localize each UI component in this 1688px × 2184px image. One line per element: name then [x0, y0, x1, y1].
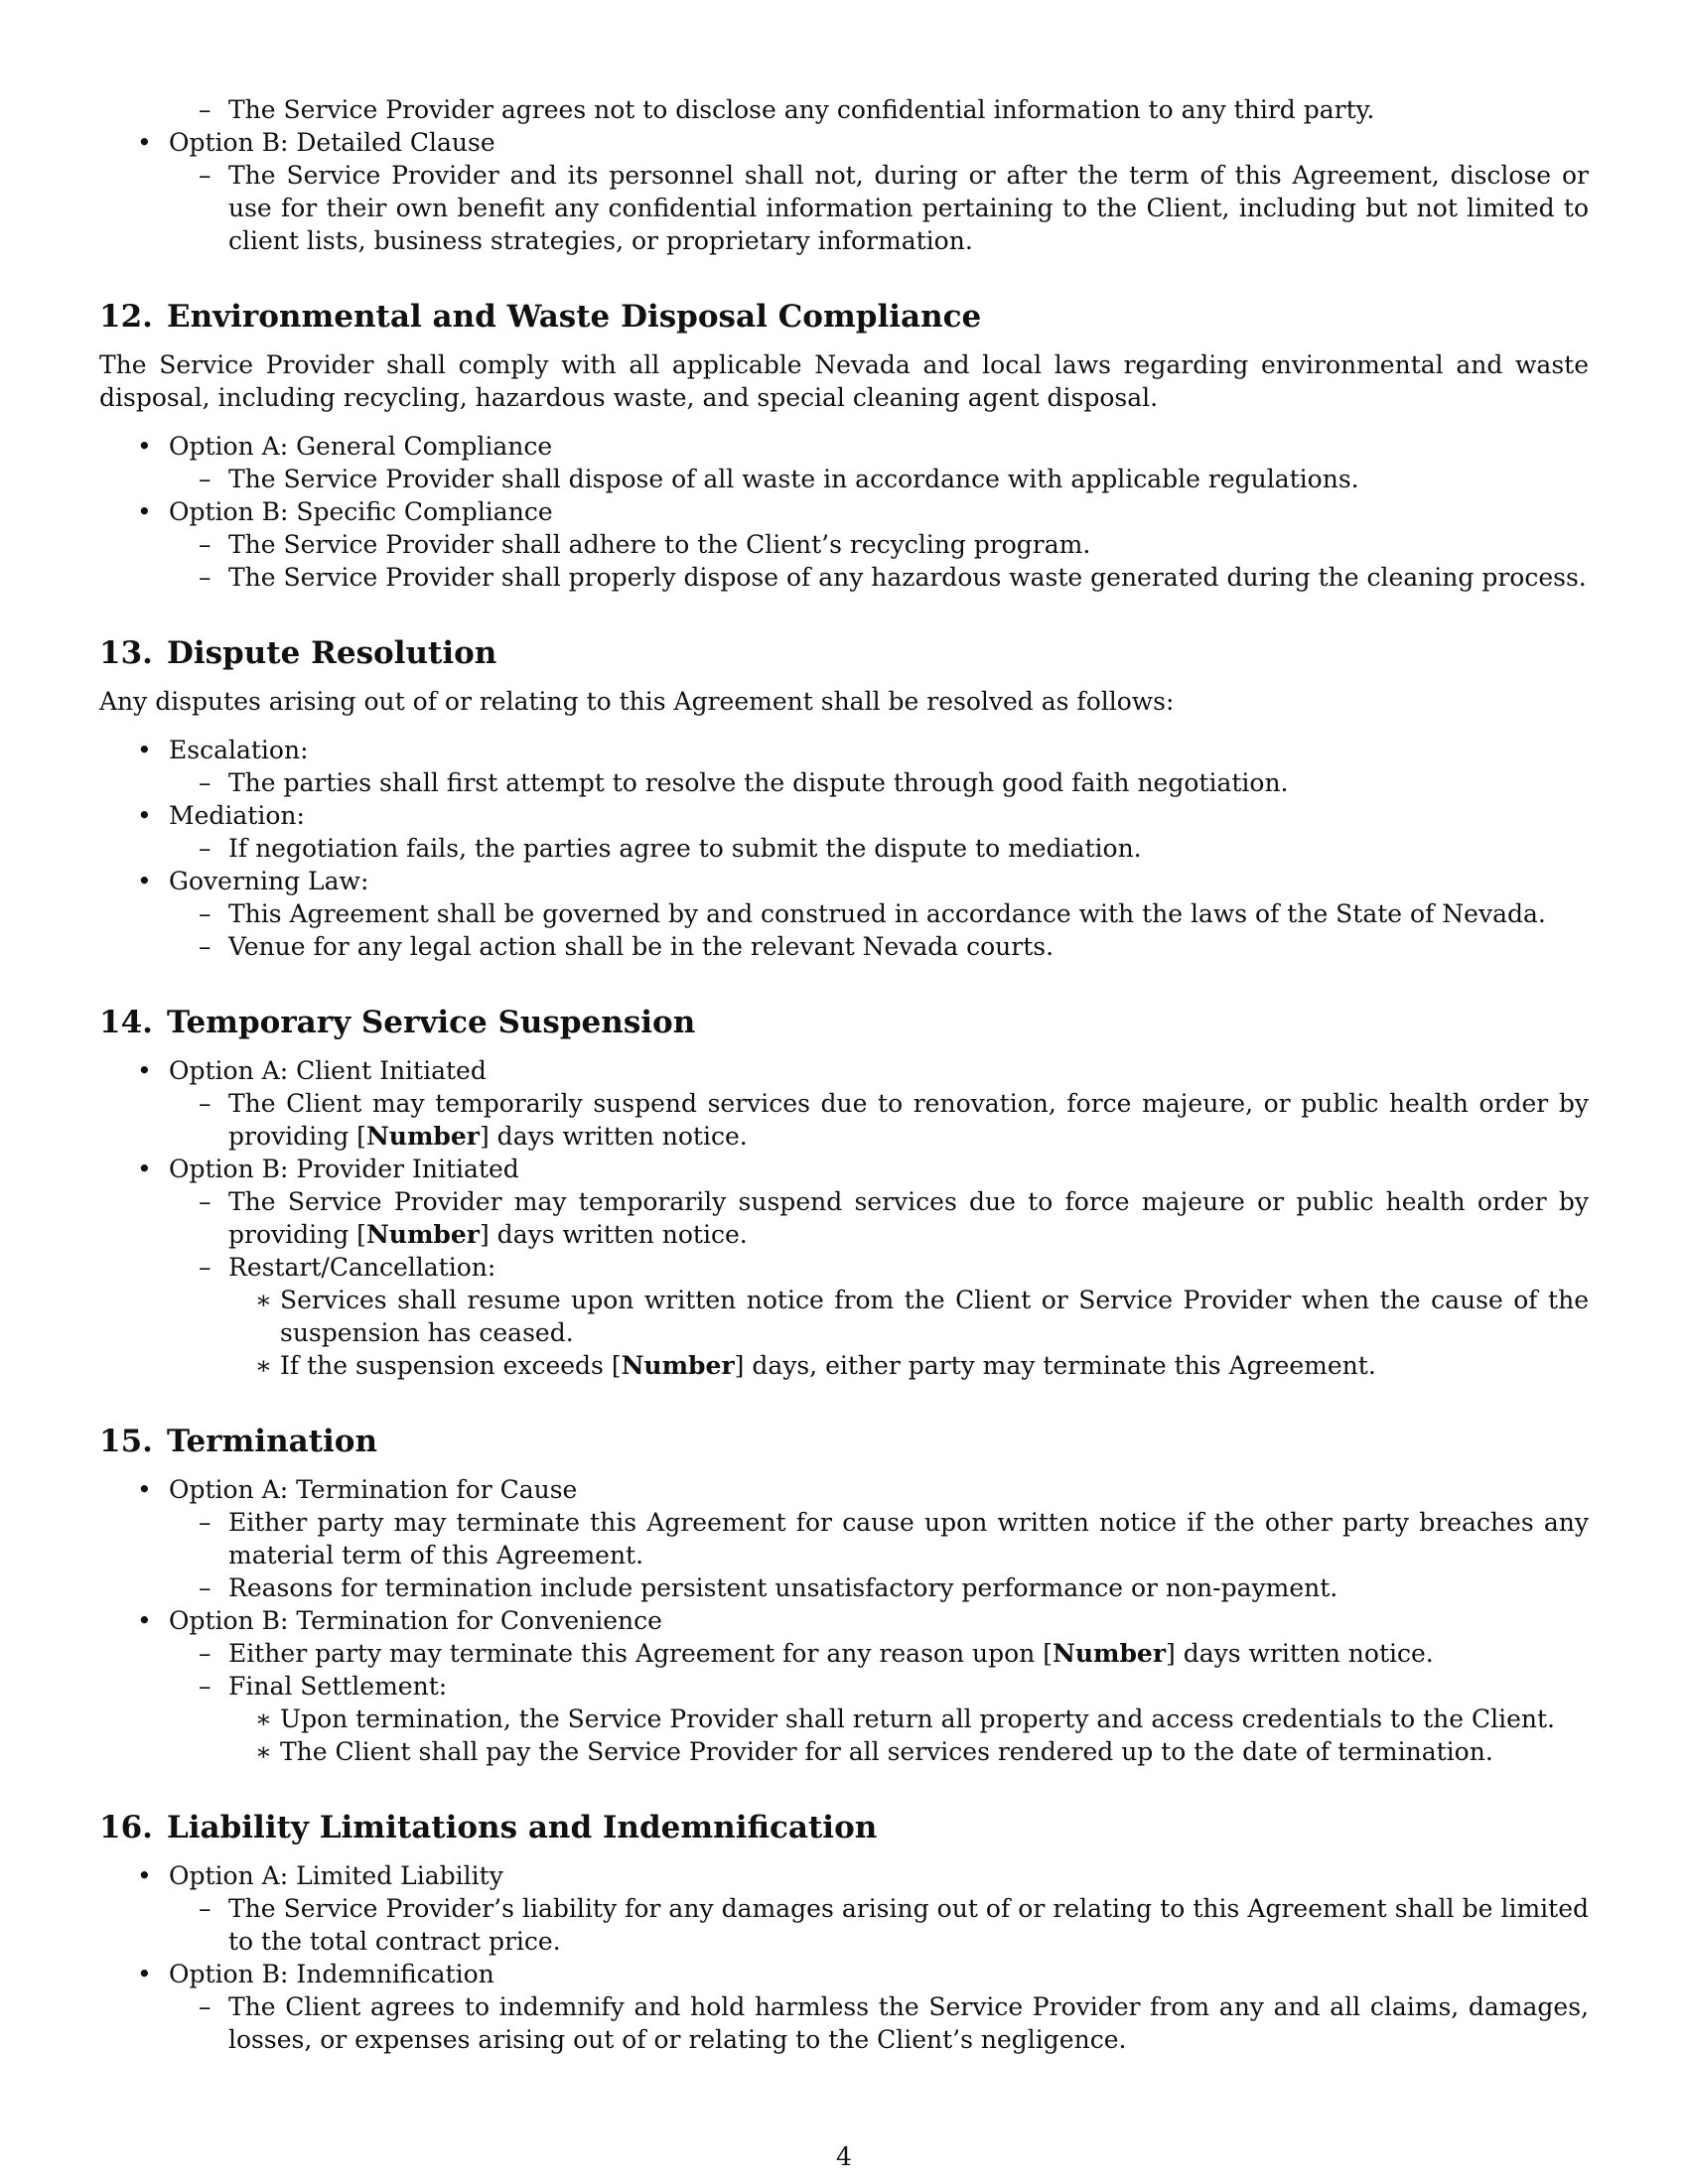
bullet-marker: • — [137, 1475, 152, 1504]
list-item-text: The Client agrees to indemnify and hold harmless the Service Provider from any and all claims, damages, losses, or expenses arising out of or relating to the Client’s negligence. — [228, 1992, 1589, 2054]
section-number: 13. — [99, 635, 153, 671]
list-item-text: Restart/Cancellation: — [228, 1253, 496, 1282]
list-item — [99, 1859, 1589, 1892]
list-item — [99, 1990, 1589, 2056]
list-item-text: Escalation: — [169, 736, 309, 764]
dash-marker: – — [199, 161, 211, 190]
list-item — [99, 561, 1589, 594]
list-item — [99, 1892, 1589, 1958]
dash-marker: – — [199, 768, 211, 797]
bullet-marker: • — [137, 1155, 152, 1183]
list-item-text: Final Settlement: — [228, 1672, 448, 1701]
star-marker: ∗ — [255, 1351, 272, 1380]
list-item-text: Venue for any legal action shall be in the relevant Nevada courts. — [228, 932, 1055, 961]
list-item — [99, 1349, 1589, 1382]
list-item — [99, 1571, 1589, 1604]
list-item-text: Governing Law: — [169, 867, 369, 895]
dash-marker: – — [199, 834, 211, 863]
section-title: Termination — [166, 1424, 378, 1459]
bullet-marker: • — [137, 432, 152, 461]
list-item-text: Option A: Termination for Cause — [169, 1475, 578, 1504]
list-item-text — [228, 1185, 1589, 1251]
list-item — [99, 1958, 1589, 1990]
text-run: The Client may temporarily suspend services due to renovation, force majeure, or public health order by providing [ — [228, 1089, 1589, 1151]
dash-marker: – — [199, 1508, 211, 1537]
placeholder-number: Number — [1052, 1639, 1167, 1668]
section-list — [99, 430, 1589, 594]
list-item-text: Option B: Specific Compliance — [169, 497, 553, 526]
dash-marker: – — [199, 1089, 211, 1118]
dash-marker: – — [199, 530, 211, 559]
dash-marker: – — [199, 1187, 211, 1216]
dash-marker: – — [199, 1672, 211, 1701]
list-item-text: The Client shall pay the Service Provider for all services rendered up to the date of termination. — [280, 1737, 1493, 1766]
list-item — [99, 930, 1589, 963]
list-item-text: Services shall resume upon written notice from the Client or Service Provider when the cause of the suspension has ceased. — [280, 1286, 1589, 1347]
list-item-text: Option A: Limited Liability — [169, 1861, 503, 1890]
section-title: Dispute Resolution — [166, 635, 497, 671]
list-item-text: Option B: Detailed Clause — [169, 128, 495, 157]
list-item — [99, 1185, 1589, 1251]
list-item-text: The Service Provider and its personnel shall not, during or after the term of this Agreement, disclose or use for their own benefit any confidential information pertaining to the Client, including but not limited to client lists, business strategies, or proprietary information. — [228, 161, 1589, 255]
section-intro: Any disputes arising out of or relating to this Agreement shall be resolved as follows: — [99, 687, 1175, 716]
list-item — [99, 1054, 1589, 1087]
bullet-marker: • — [137, 1960, 152, 1988]
dash-marker: – — [199, 1253, 211, 1282]
section-number: 16. — [99, 1810, 153, 1845]
list-item-text — [228, 1637, 1589, 1670]
section-intro: The Service Provider shall comply with all applicable Nevada and local laws regarding environmental and waste disposal, including recycling, hazardous waste, and special cleaning agent disposal. — [99, 350, 1589, 412]
list-item-text: The parties shall first attempt to resolve the dispute through good faith negotiation. — [228, 768, 1289, 797]
text-run: ] days written notice. — [479, 1122, 748, 1151]
section-heading — [99, 297, 1589, 337]
list-item — [99, 799, 1589, 832]
bullet-marker: • — [137, 128, 152, 157]
dash-marker: – — [199, 899, 211, 928]
placeholder-number: Number — [365, 1220, 480, 1249]
section-list — [99, 1859, 1589, 2056]
list-item — [99, 463, 1589, 495]
star-marker: ∗ — [255, 1286, 272, 1314]
list-item — [99, 1670, 1589, 1703]
list-item — [99, 1251, 1589, 1284]
page-number: 4 — [836, 2142, 852, 2171]
section-title: Liability Limitations and Indemnification — [166, 1810, 878, 1845]
text-run: ] days, either party may terminate this Agreement. — [734, 1351, 1376, 1380]
bullet-marker: • — [137, 867, 152, 895]
section-list — [99, 1054, 1589, 1382]
section-number: 14. — [99, 1005, 153, 1040]
placeholder-number: Number — [621, 1351, 735, 1380]
list-item — [99, 528, 1589, 561]
list-item-text: Option A: General Compliance — [169, 432, 553, 461]
list-item — [99, 159, 1589, 257]
dash-marker: – — [199, 563, 211, 592]
document-page — [99, 93, 1589, 2056]
list-item — [99, 93, 1589, 126]
text-run: ] days written notice. — [1166, 1639, 1434, 1668]
list-item-text: The Service Provider shall adhere to the Client’s recycling program. — [228, 530, 1091, 559]
dash-marker: – — [199, 465, 211, 493]
dash-marker: – — [199, 95, 211, 124]
bullet-marker: • — [137, 801, 152, 830]
list-item — [99, 1473, 1589, 1506]
section-list — [99, 1473, 1589, 1768]
list-item-text: Option A: Client Initiated — [169, 1056, 487, 1085]
list-item-text: The Service Provider agrees not to disclose any confidential information to any third party. — [228, 95, 1375, 124]
section-title: Environmental and Waste Disposal Compliance — [166, 299, 982, 335]
list-item-text: The Service Provider shall dispose of all waste in accordance with applicable regulations. — [228, 465, 1359, 493]
list-item-text: Mediation: — [169, 801, 305, 830]
section-heading — [99, 1808, 1589, 1847]
section-title: Temporary Service Suspension — [166, 1005, 696, 1040]
section-heading — [99, 1003, 1589, 1042]
list-item — [99, 1703, 1589, 1735]
placeholder-number: Number — [365, 1122, 480, 1151]
bullet-marker: • — [137, 497, 152, 526]
section-list — [99, 734, 1589, 963]
list-item — [99, 1637, 1589, 1670]
list-item-text: Reasons for termination include persistent unsatisfactory performance or non-payment. — [228, 1573, 1338, 1602]
list-item-text: Option B: Indemnification — [169, 1960, 494, 1988]
list-item-text: Either party may terminate this Agreement for cause upon written notice if the other party breaches any material term of this Agreement. — [228, 1508, 1589, 1570]
section-number: 12. — [99, 299, 153, 335]
dash-marker: – — [199, 1639, 211, 1668]
star-marker: ∗ — [255, 1705, 272, 1733]
bullet-marker: • — [137, 1861, 152, 1890]
text-run: The Service Provider may temporarily suspend services due to force majeure or public health order by providing [ — [228, 1187, 1589, 1249]
text-run: If the suspension exceeds [ — [280, 1351, 622, 1380]
list-item — [99, 1506, 1589, 1571]
list-item — [99, 832, 1589, 865]
bullet-marker: • — [137, 736, 152, 764]
list-item-text: Option B: Provider Initiated — [169, 1155, 519, 1183]
list-item-text — [280, 1349, 1589, 1382]
list-item-text: The Service Provider’s liability for any damages arising out of or relating to this Agreement shall be limited to the total contract price. — [228, 1894, 1589, 1956]
list-item — [99, 495, 1589, 528]
text-run: ] days written notice. — [479, 1220, 748, 1249]
carryover-list — [99, 93, 1589, 257]
list-item-text — [228, 1087, 1589, 1153]
bullet-marker: • — [137, 1056, 152, 1085]
list-item-text: The Service Provider shall properly dispose of any hazardous waste generated during the cleaning process. — [228, 563, 1587, 592]
list-item — [99, 126, 1589, 159]
list-item — [99, 1284, 1589, 1349]
list-item — [99, 1153, 1589, 1185]
dash-marker: – — [199, 1573, 211, 1602]
list-item — [99, 430, 1589, 463]
list-item — [99, 865, 1589, 897]
section-heading — [99, 1422, 1589, 1461]
list-item — [99, 1604, 1589, 1637]
section-number: 15. — [99, 1424, 153, 1459]
list-item — [99, 897, 1589, 930]
list-item-text: This Agreement shall be governed by and construed in accordance with the laws of the State of Nevada. — [228, 899, 1546, 928]
dash-marker: – — [199, 1894, 211, 1923]
bullet-marker: • — [137, 1606, 152, 1635]
list-item — [99, 1735, 1589, 1768]
dash-marker: – — [199, 932, 211, 961]
star-marker: ∗ — [255, 1737, 272, 1766]
list-item-text: Option B: Termination for Convenience — [169, 1606, 662, 1635]
list-item-text: Upon termination, the Service Provider shall return all property and access credentials to the Client. — [280, 1705, 1555, 1733]
text-run: Either party may terminate this Agreement for any reason upon [ — [228, 1639, 1053, 1668]
list-item — [99, 766, 1589, 799]
dash-marker: – — [199, 1992, 211, 2021]
section-heading — [99, 633, 1589, 673]
list-item — [99, 1087, 1589, 1153]
list-item-text: If negotiation fails, the parties agree to submit the dispute to mediation. — [228, 834, 1142, 863]
list-item — [99, 734, 1589, 766]
